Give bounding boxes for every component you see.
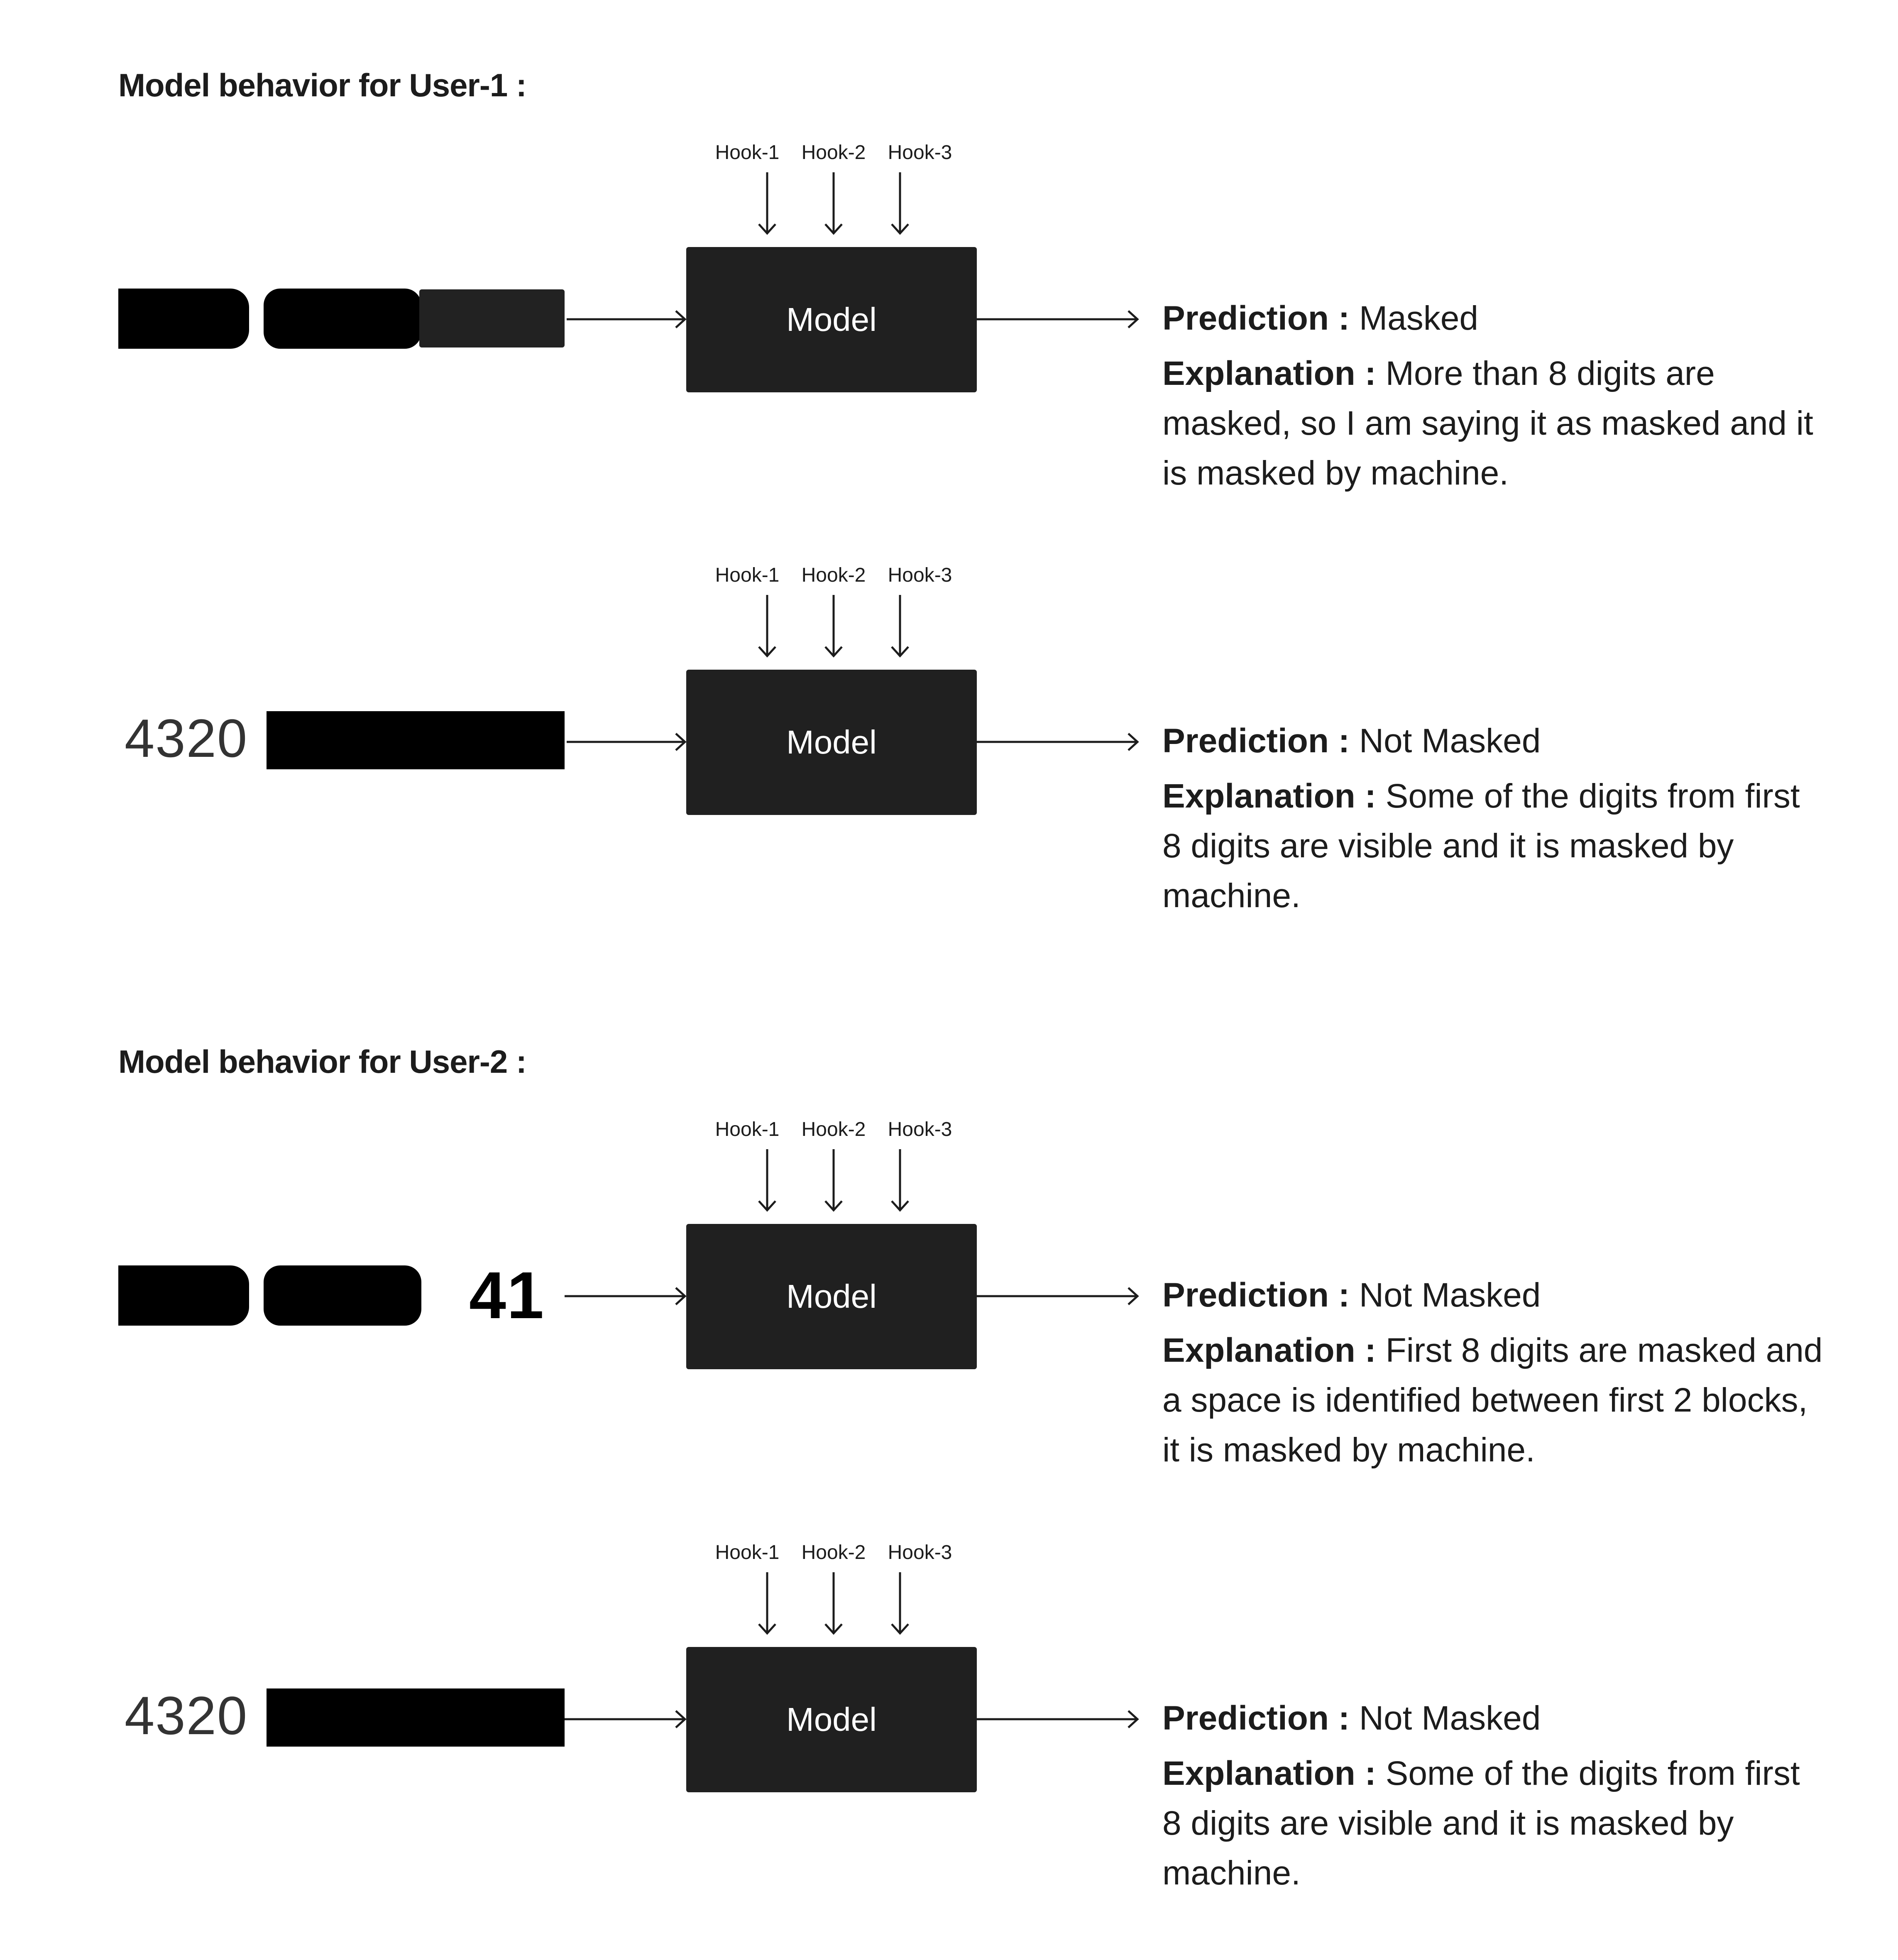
prediction-label: Prediction : — [1162, 299, 1350, 337]
prediction-value: Not Masked — [1359, 1276, 1541, 1314]
prediction — [1162, 722, 1541, 761]
prediction-label: Prediction : — [1162, 1699, 1350, 1737]
visible-digits: 4320 — [125, 1685, 248, 1746]
prediction-value: Not Masked — [1359, 1699, 1541, 1737]
mask-block — [267, 1688, 565, 1747]
hook-label: Hook-3 — [888, 564, 952, 586]
model-box — [686, 1647, 977, 1792]
hook-label: Hook-2 — [801, 1118, 866, 1140]
explanation — [1162, 1749, 1827, 1898]
model-label: Model — [786, 1701, 877, 1738]
section-title-user-1: Model behavior for User-1 : — [118, 67, 526, 103]
hook-label: Hook-3 — [888, 142, 952, 164]
input-card-image — [118, 289, 565, 355]
input-card-image — [118, 1265, 565, 1332]
explanation-label: Explanation : — [1162, 1331, 1376, 1369]
hook-label: Hook-1 — [715, 1118, 780, 1140]
explanation-text: More than 8 digits are masked, so I am saying it as masked and it is masked by machine. — [1162, 355, 1813, 492]
model-box — [686, 670, 977, 815]
hook-label: Hook-2 — [801, 142, 866, 164]
mask-block — [118, 289, 249, 349]
flow-row-4 — [0, 1541, 1898, 1956]
explanation — [1162, 771, 1827, 921]
input-card-image — [118, 708, 565, 778]
hook-label: Hook-3 — [888, 1118, 952, 1140]
mask-block — [264, 1265, 421, 1326]
prediction-value: Not Masked — [1359, 722, 1541, 760]
hook-label: Hook-2 — [801, 1542, 866, 1564]
mask-block — [267, 711, 565, 769]
explanation-label: Explanation : — [1162, 1754, 1376, 1792]
explanation-label: Explanation : — [1162, 777, 1376, 815]
hook-label: Hook-1 — [715, 1542, 780, 1564]
visible-digits: 4320 — [125, 708, 248, 768]
section-title-user-2: Model behavior for User-2 : — [118, 1043, 526, 1080]
explanation — [1162, 349, 1827, 498]
model-label: Model — [786, 301, 877, 338]
prediction — [1162, 299, 1478, 338]
hook-label: Hook-3 — [888, 1542, 952, 1564]
explanation-text: Some of the digits from first 8 digits are visible and it is masked by machine. — [1162, 777, 1800, 915]
model-box — [686, 247, 977, 392]
model-box — [686, 1224, 977, 1369]
visible-digits: 41 — [469, 1265, 545, 1332]
explanation-label: Explanation : — [1162, 355, 1376, 392]
prediction-label: Prediction : — [1162, 1276, 1350, 1314]
explanation — [1162, 1326, 1827, 1475]
prediction-value: Masked — [1359, 299, 1478, 337]
input-card-image — [118, 1685, 565, 1755]
flow-row-2 — [0, 564, 1898, 979]
mask-block — [118, 1265, 249, 1326]
explanation-text: First 8 digits are masked and a space is identified between first 2 blocks, it is masked by machine. — [1162, 1331, 1823, 1469]
hook-label: Hook-2 — [801, 564, 866, 586]
hook-label: Hook-1 — [715, 142, 780, 164]
mask-block — [264, 289, 421, 349]
prediction-label: Prediction : — [1162, 722, 1350, 760]
prediction — [1162, 1276, 1541, 1315]
explanation-text: Some of the digits from first 8 digits are visible and it is masked by machine. — [1162, 1754, 1800, 1892]
flow-row-1 — [0, 141, 1898, 556]
prediction — [1162, 1699, 1541, 1738]
hook-label: Hook-1 — [715, 564, 780, 586]
flow-row-3 — [0, 1118, 1898, 1533]
model-label: Model — [786, 724, 877, 761]
mask-block — [419, 289, 565, 347]
model-label: Model — [786, 1278, 877, 1315]
